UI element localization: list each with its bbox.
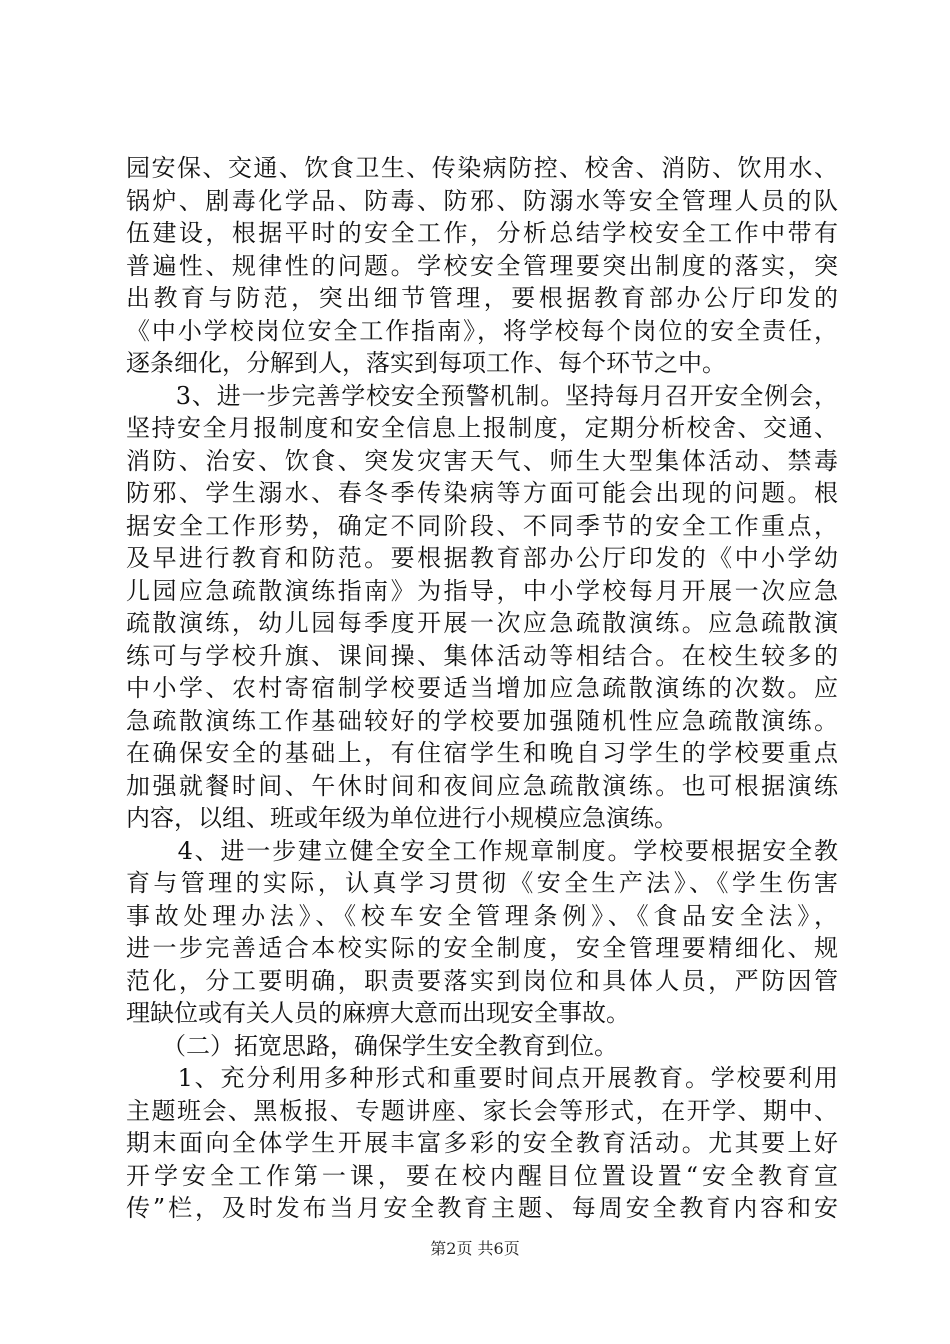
text-line: 1、充分利用多种形式和重要时间点开展教育。学校要利用 <box>126 1064 838 1092</box>
text-line: 儿园应急疏散演练指南》为指导，中小学校每月开展一次应急 <box>126 576 838 605</box>
text-line: 园安保、交通、饮食卫生、传染病防控、校舍、消防、饮用水、 <box>126 154 838 182</box>
text-line: 逐条细化，分解到人，落实到每项工作、每个环节之中。 <box>126 349 726 377</box>
text-line: 中小学、农村寄宿制学校要适当增加应急疏散演练的次数。应 <box>126 674 838 702</box>
text-line: 主题班会、黑板报、专题讲座、家长会等形式，在开学、期中、 <box>126 1096 838 1125</box>
text-line: 及早进行教育和防范。要根据教育部办公厅印发的《中小学幼 <box>126 544 838 572</box>
text-line: （二）拓宽思路，确保学生安全教育到位。 <box>126 1031 618 1060</box>
text-line: 锅炉、剧毒化学品、防毒、防邪、防溺水等安全管理人员的队 <box>126 186 838 215</box>
text-line: 育与管理的实际，认真学习贯彻《安全生产法》、《学生伤害 <box>126 869 838 897</box>
text-line: 出教育与防范，突出细节管理，要根据教育部办公厅印发的 <box>126 284 838 312</box>
text-line: 消防、治安、饮食、突发灾害天气、师生大型集体活动、禁毒 <box>126 446 838 475</box>
text-line: 普遍性、规律性的问题。学校安全管理要突出制度的落实，突 <box>126 251 838 280</box>
text-line: 4、进一步建立健全安全工作规章制度。学校要根据安全教 <box>126 836 838 865</box>
text-line: 进一步完善适合本校实际的安全制度，安全管理要精细化、规 <box>126 934 838 962</box>
text-line: 传”栏，及时发布当月安全教育主题、每周安全教育内容和安 <box>126 1194 838 1222</box>
text-line: 伍建设，根据平时的安全工作，分析总结学校安全工作中带有 <box>126 219 838 247</box>
text-line: 加强就餐时间、午休时间和夜间应急疏散演练。也可根据演练 <box>126 771 838 800</box>
text-line: 《中小学校岗位安全工作指南》，将学校每个岗位的安全责任， <box>126 316 838 345</box>
text-line: 开学安全工作第一课，要在校内醒目位置设置“安全教育宣 <box>126 1161 838 1190</box>
text-line: 疏散演练，幼儿园每季度开展一次应急疏散演练。应急疏散演 <box>126 609 838 637</box>
text-line: 内容，以组、班或年级为单位进行小规模应急演练。 <box>126 804 678 832</box>
text-line: 急疏散演练工作基础较好的学校要加强随机性应急疏散演练。 <box>126 706 838 735</box>
text-line: 理缺位或有关人员的麻痹大意而出现安全事故。 <box>126 999 630 1027</box>
text-line: 据安全工作形势，确定不同阶段、不同季节的安全工作重点， <box>126 511 838 540</box>
body-text <box>126 152 838 1225</box>
text-line: 范化，分工要明确，职责要落实到岗位和具体人员，严防因管 <box>126 966 838 995</box>
text-line: 期末面向全体学生开展丰富多彩的安全教育活动。尤其要上好 <box>126 1129 838 1157</box>
text-line: 3、进一步完善学校安全预警机制。坚持每月召开安全例会， <box>126 381 838 410</box>
text-line: 防邪、学生溺水、春冬季传染病等方面可能会出现的问题。根 <box>126 479 838 507</box>
page-footer: 第2页 共6页 <box>430 1239 520 1258</box>
text-line: 事故处理办法》、《校车安全管理条例》、《食品安全法》， <box>126 901 838 930</box>
text-line: 坚持安全月报制度和安全信息上报制度，定期分析校舍、交通、 <box>126 414 838 442</box>
text-line: 在确保安全的基础上，有住宿学生和晚自习学生的学校要重点 <box>126 739 838 767</box>
text-line: 练可与学校升旗、课间操、集体活动等相结合。在校生较多的 <box>126 641 838 670</box>
